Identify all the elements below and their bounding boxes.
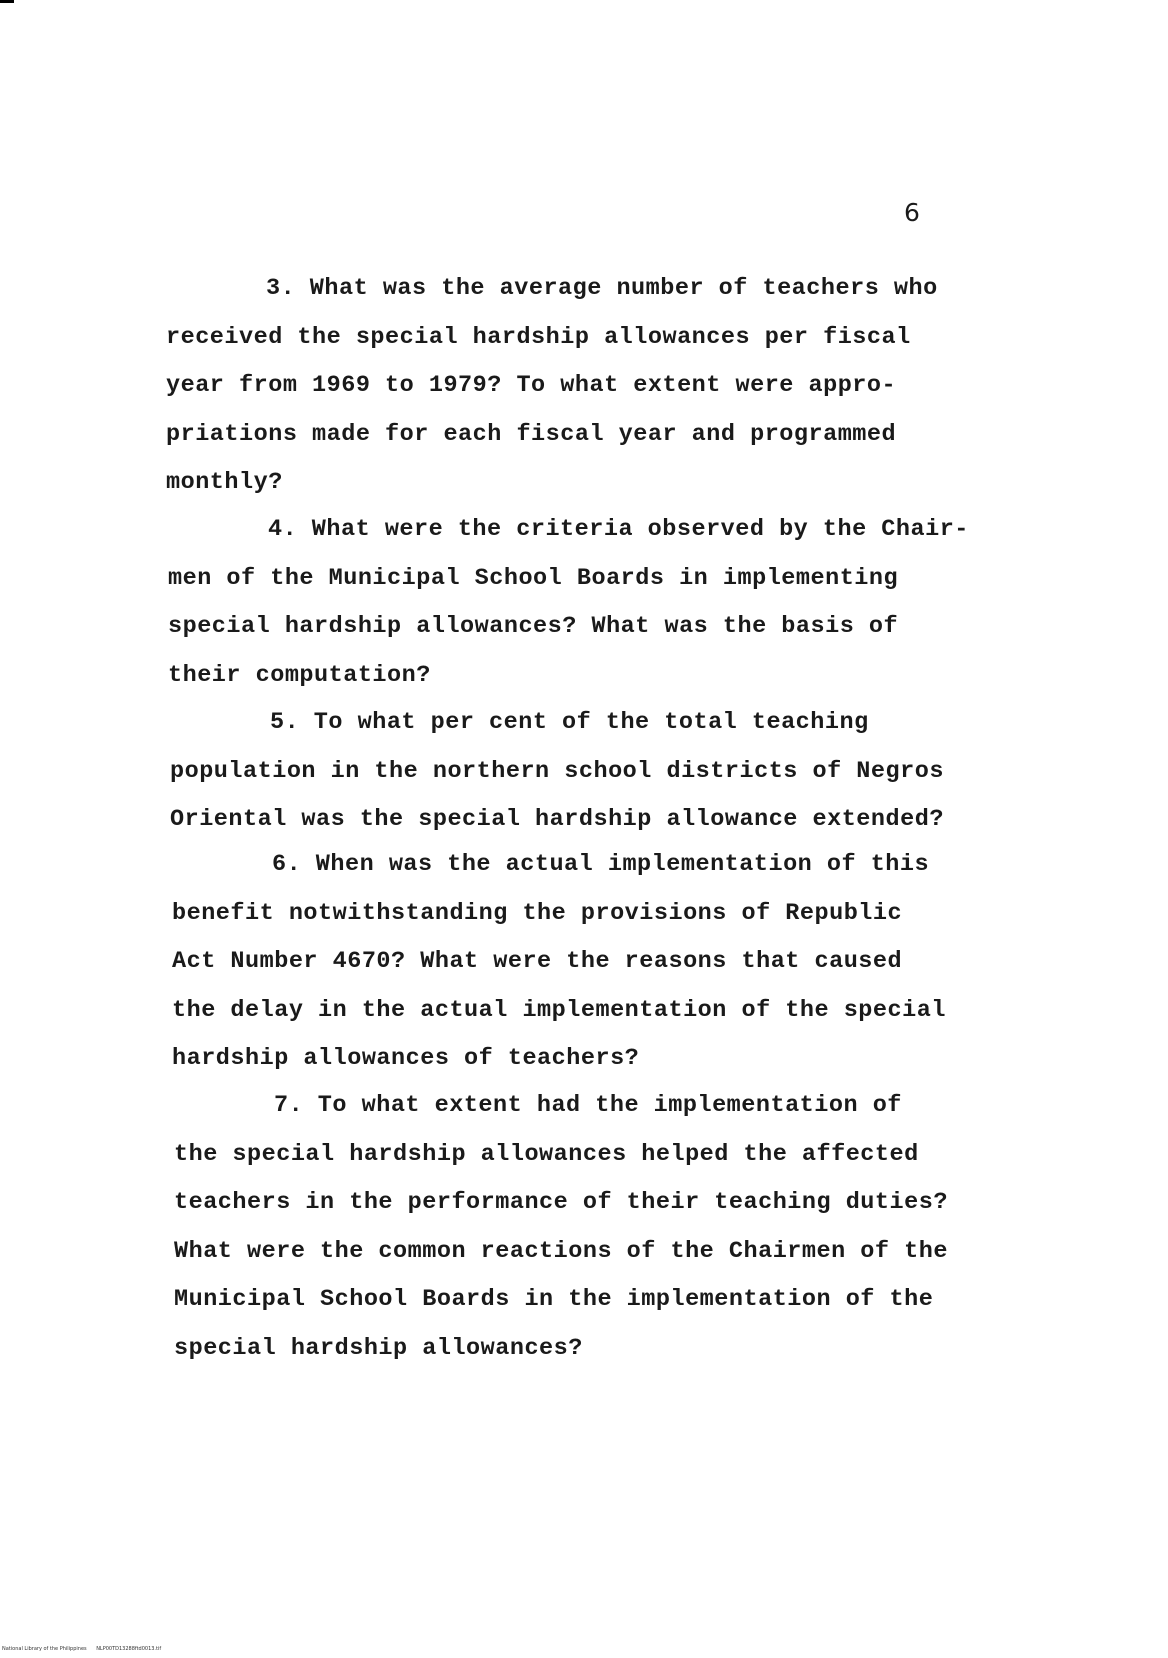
question-line: Oriental was the special hardship allowance extended? (170, 806, 944, 833)
question-3 (166, 265, 938, 508)
footer-file: NLP00TD13288ftd0013.tif (96, 1646, 162, 1652)
question-line: What were the common reactions of the Chairmen of the (174, 1237, 948, 1265)
question-line: monthly? (166, 469, 283, 496)
question-line: special hardship allowances? (174, 1334, 583, 1362)
question-7 (174, 1082, 948, 1373)
question-line: population in the northern school districts of Negros (170, 757, 944, 785)
question-line: 5. To what per cent of the total teaching (270, 709, 869, 736)
question-line: received the special hardship allowances per fiscal (166, 323, 911, 351)
page-number: 6 (904, 198, 920, 227)
scan-footer (2, 1646, 161, 1652)
question-4 (168, 506, 969, 700)
question-line: Municipal School Boards in the implementation of the (174, 1286, 934, 1313)
question-line: the delay in the actual implementation of the special (172, 996, 946, 1024)
question-line: 3. What was the average number of teachers who (266, 275, 938, 302)
scan-artifact-top-left (0, 0, 14, 3)
question-line: men of the Municipal School Boards in implementing (168, 564, 899, 592)
question-line: special hardship allowances? What was the basis of (168, 613, 899, 640)
question-line: priations made for each fiscal year and programmed (166, 420, 897, 448)
question-line: Act Number 4670? What were the reasons that caused (172, 948, 903, 975)
question-line: 7. To what extent had the implementation of (274, 1092, 902, 1119)
question-6 (172, 841, 946, 1084)
footer-library: National Library of the Philippines (2, 1646, 87, 1652)
question-line: the special hardship allowances helped the affected (174, 1140, 919, 1168)
question-line: hardship allowances of teachers? (172, 1045, 640, 1072)
question-line: teachers in the performance of their teaching duties? (174, 1189, 948, 1216)
question-line: benefit notwithstanding the provisions of Republic (172, 899, 903, 927)
question-line: 6. When was the actual implementation of this (272, 851, 930, 878)
question-5 (170, 699, 944, 845)
question-line: their computation? (168, 661, 431, 689)
question-line: year from 1969 to 1979? To what extent were appro- (166, 372, 897, 399)
question-line: 4. What were the criteria observed by the Chair- (268, 516, 969, 543)
